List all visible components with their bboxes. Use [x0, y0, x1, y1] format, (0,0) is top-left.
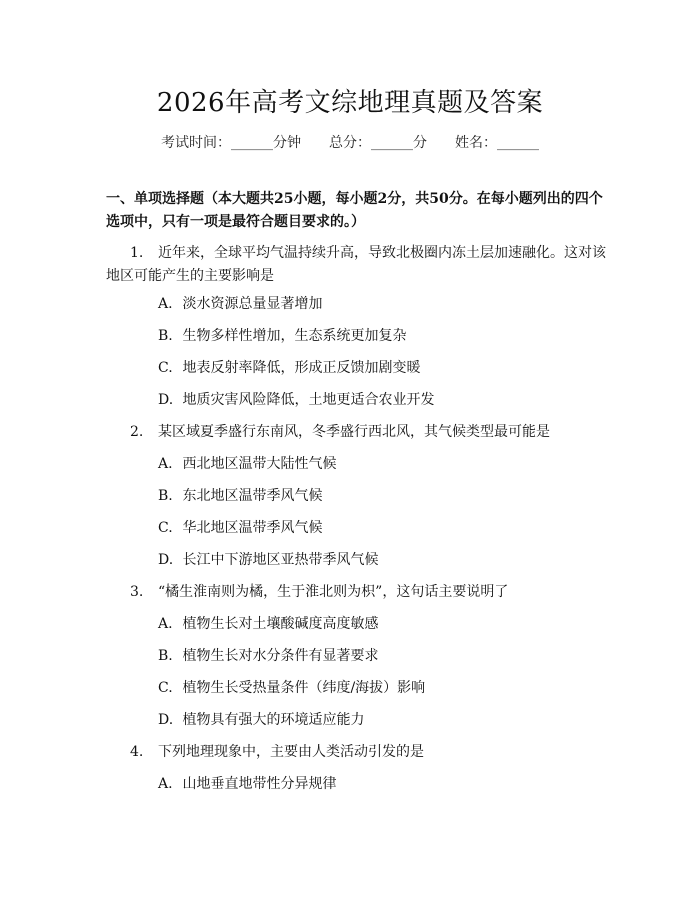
question-stem: 近年来，全球平均气温持续升高，导致北极圈内冻土层加速融化。这对该地区可能产生的主要影响是: [106, 245, 606, 284]
exam-time-field: 考试时间：______分钟: [161, 135, 301, 151]
question-number: 4.: [130, 744, 144, 760]
option-text: 地质灾害风险降低，土地更适合农业开发: [182, 392, 435, 408]
option-label: B.: [158, 648, 173, 664]
question-number: 1.: [130, 245, 144, 261]
question-1-option-b: [158, 325, 598, 348]
option-text: 东北地区温带季风气候: [182, 488, 323, 504]
option-text: 淡水资源总量显著增加: [182, 296, 323, 312]
option-label: B.: [158, 328, 173, 344]
option-label: A.: [158, 296, 173, 312]
question-3-option-c: [158, 677, 598, 700]
question-2-option-d: [158, 549, 598, 572]
page-title: 2026年高考文综地理真题及答案: [156, 88, 544, 118]
option-text: 华北地区温带季风气候: [182, 520, 323, 536]
question-2: [106, 421, 606, 444]
question-1-option-c: [158, 357, 598, 380]
option-label: B.: [158, 488, 173, 504]
question-number: 3.: [130, 584, 144, 600]
option-label: A.: [158, 456, 173, 472]
question-3-option-a: [158, 613, 598, 636]
option-text: 地表反射率降低，形成正反馈加剧变暖: [182, 360, 421, 376]
total-score-field: 总分：______分: [329, 135, 427, 151]
question-1: [106, 242, 606, 288]
option-label: D.: [158, 392, 174, 408]
option-label: C.: [158, 360, 173, 376]
option-text: 植物具有强大的环境适应能力: [182, 712, 365, 728]
option-label: C.: [158, 520, 173, 536]
option-text: 生物多样性增加，生态系统更加复杂: [182, 328, 407, 344]
question-stem: “橘生淮南则为橘，生于淮北则为枳”，这句话主要说明了: [158, 584, 509, 600]
question-3: [106, 581, 606, 604]
option-label: A.: [158, 776, 173, 792]
option-text: 植物生长受热量条件（纬度/海拔）影响: [182, 680, 426, 696]
question-4-option-a: [158, 773, 598, 796]
exam-info-line: [0, 132, 700, 152]
question-number: 2.: [130, 424, 144, 440]
option-label: C.: [158, 680, 173, 696]
student-name-field: 姓名：______: [455, 135, 539, 151]
question-1-option-a: [158, 293, 598, 316]
option-text: 长江中下游地区亚热带季风气候: [182, 552, 379, 568]
option-label: D.: [158, 552, 174, 568]
question-2-option-c: [158, 517, 598, 540]
option-text: 植物生长对水分条件有显著要求: [182, 648, 379, 664]
option-label: D.: [158, 712, 174, 728]
option-label: A.: [158, 616, 173, 632]
option-text: 西北地区温带大陆性气候: [182, 456, 337, 472]
question-3-option-d: [158, 709, 598, 732]
question-2-option-a: [158, 453, 598, 476]
option-text: 植物生长对土壤酸碱度高度敏感: [182, 616, 379, 632]
question-2-option-b: [158, 485, 598, 508]
question-1-option-d: [158, 389, 598, 412]
question-stem: 下列地理现象中，主要由人类活动引发的是: [158, 744, 424, 760]
section-heading: 一、单项选择题（本大题共25小题，每小题2分，共50分。在每小题列出的四个选项中，只有一项是最符合题目要求的。）: [106, 191, 603, 230]
question-3-option-b: [158, 645, 598, 668]
question-4: [106, 741, 606, 764]
question-stem: 某区域夏季盛行东南风，冬季盛行西北风，其气候类型最可能是: [158, 424, 550, 440]
option-text: 山地垂直地带性分异规律: [182, 776, 337, 792]
